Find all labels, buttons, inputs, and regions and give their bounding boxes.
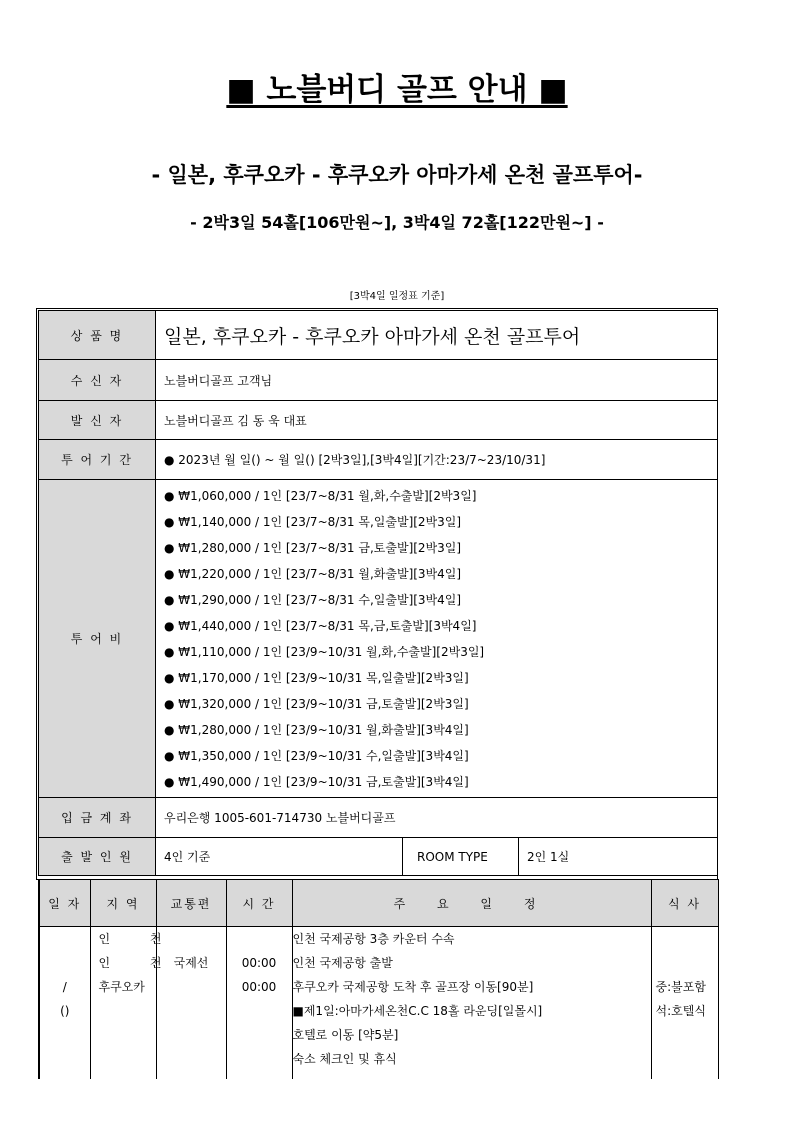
price-item: ● ₩1,490,000 / 1인 [23/9~10/31 금,토출발][3박4일] (164, 774, 469, 789)
region: 후쿠오카 (98, 980, 145, 994)
price-item: ● ₩1,220,000 / 1인 [23/7~8/31 월,화출발][3박4일] (164, 566, 462, 581)
day-transport (156, 927, 226, 1079)
room-type-value: 2인 1실 (519, 838, 718, 876)
day-times (226, 927, 292, 1079)
header-transport: 교통편 (156, 880, 226, 927)
day-row (39, 927, 718, 1079)
subtitle: - 일본, 후쿠오카 - 후쿠오카 아마가세 온천 골프투어- (151, 163, 643, 187)
price-item: ● ₩1,350,000 / 1인 [23/9~10/31 수,일출발][3박4일] (164, 748, 469, 763)
people-value: 4인 기준 (156, 838, 403, 876)
info-table (38, 310, 718, 876)
period-label: 투 어 기 간 (39, 440, 156, 480)
time: 00:00 (241, 980, 277, 994)
price-label: 투 어 비 (39, 480, 156, 798)
account-value: 우리은행 1005-601-714730 노블버디골프 (156, 798, 718, 838)
header-time: 시 간 (226, 880, 292, 927)
sender-label: 발 신 자 (39, 401, 156, 440)
region: 인 천 (98, 956, 180, 970)
transport: 국제선 (173, 956, 209, 970)
day-regions (90, 927, 180, 1079)
itinerary-item: 인천 국제공항 출발 (292, 956, 393, 970)
meal: 중:불포함 (655, 980, 706, 994)
schedule-table (38, 879, 719, 1079)
price-item: ● ₩1,280,000 / 1인 [23/9~10/31 월,화출발][3박4일] (164, 722, 469, 737)
region: 인 천 (98, 932, 180, 946)
itinerary-item: ■제1일:아마가세온천C.C 18홀 라운딩[일몰시] (292, 1004, 543, 1018)
room-type-label: ROOM TYPE (403, 838, 519, 876)
price-item: ● ₩1,440,000 / 1인 [23/7~8/31 목,금,토출발][3박4일] (164, 618, 477, 633)
price-item: ● ₩1,140,000 / 1인 [23/7~8/31 목,일출발][2박3일] (164, 514, 462, 529)
account-label: 입 금 계 좌 (39, 798, 156, 838)
price-item: ● ₩1,110,000 / 1인 [23/9~10/31 월,화,수출발][2박3일] (164, 644, 485, 659)
period-value: ● 2023년 월 일() ~ 월 일() [2박3일],[3박4일][기간:23/7~23/10/31] (156, 440, 718, 480)
header-meals: 식 사 (651, 880, 718, 927)
day-itinerary (292, 927, 651, 1079)
itinerary-item: 숙소 체크인 및 휴식 (292, 1052, 397, 1066)
sender-value: 노블버디골프 김 동 욱 대표 (156, 401, 718, 440)
time: 00:00 (241, 956, 277, 970)
price-item: ● ₩1,290,000 / 1인 [23/7~8/31 수,일출발][3박4일] (164, 592, 462, 607)
recipient-value: 노블버디골프 고객님 (156, 360, 718, 401)
itinerary-item: 호텔로 이동 [약5분] (292, 1028, 399, 1042)
product-label: 상 품 명 (39, 311, 156, 360)
day-meals (651, 927, 718, 1079)
meal: 석:호텔식 (655, 1004, 706, 1018)
page-title: ■ 노블버디 골프 안내 ■ (226, 72, 568, 108)
itinerary-item: 인천 국제공항 3층 카운터 수속 (292, 932, 455, 946)
header-region: 지 역 (90, 880, 156, 927)
price-item: ● ₩1,320,000 / 1인 [23/9~10/31 금,토출발][2박3일] (164, 696, 469, 711)
day-date (39, 927, 90, 1079)
price-summary: - 2박3일 54홀[106만원~], 3박4일 72홀[122만원~] - (190, 213, 604, 232)
price-item: ● ₩1,280,000 / 1인 [23/7~8/31 금,토출발][2박3일] (164, 540, 462, 555)
header-itinerary: 주 요 일 정 (292, 880, 651, 927)
itinerary-item: 후쿠오카 국제공항 도착 후 골프장 이동[90분] (292, 980, 534, 994)
header-date: 일 자 (39, 880, 90, 927)
price-list (156, 480, 718, 798)
recipient-label: 수 신 자 (39, 360, 156, 401)
price-item: ● ₩1,060,000 / 1인 [23/7~8/31 월,화,수출발][2박3일] (164, 488, 477, 503)
product-value: 일본, 후쿠오카 - 후쿠오카 아마가세 온천 골프투어 (156, 311, 718, 360)
basis-note: [3박4일 일정표 기준] (349, 291, 445, 302)
price-item: ● ₩1,170,000 / 1인 [23/9~10/31 목,일출발][2박3일] (164, 670, 469, 685)
people-label: 출 발 인 원 (39, 838, 156, 876)
weekday-value: () (60, 1004, 70, 1018)
date-value: / (62, 980, 67, 994)
